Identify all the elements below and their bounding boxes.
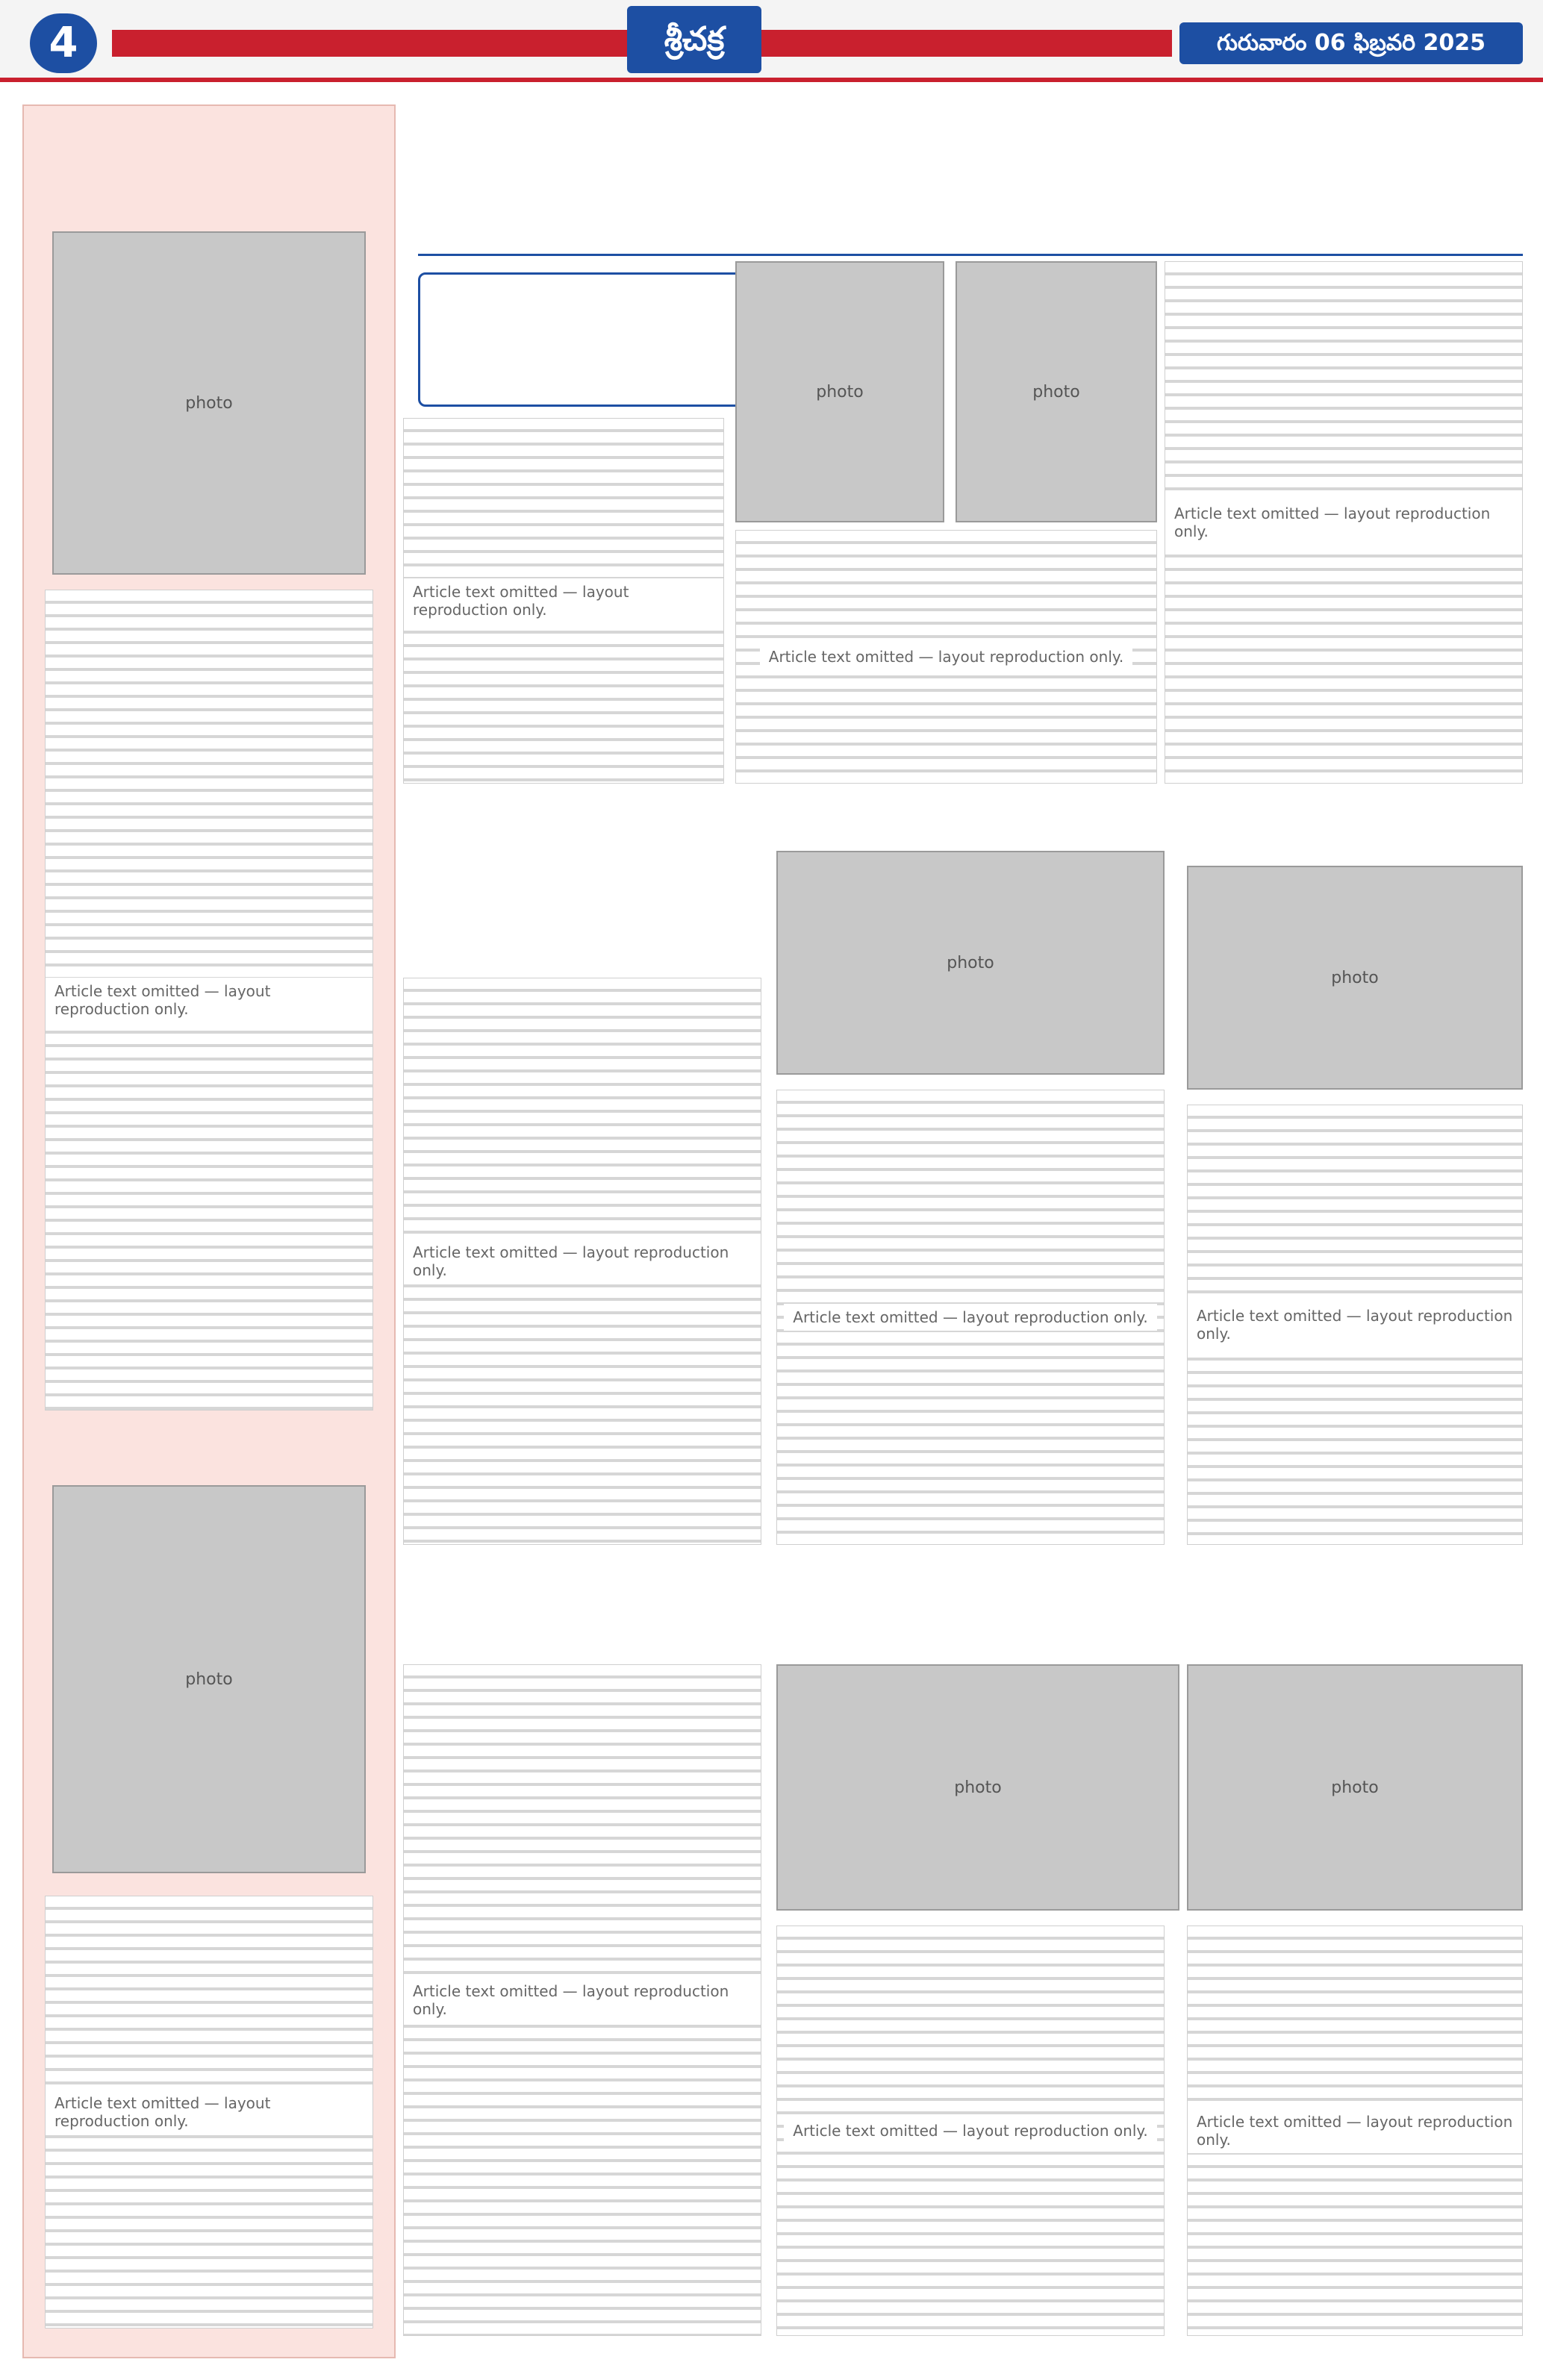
lead-article-col-2: Article text omitted — layout reproduction only.	[735, 530, 1157, 784]
lead-article-col-1: Article text omitted — layout reproduction only.	[403, 418, 724, 784]
newspaper-logo: శ్రీచక్ర	[627, 6, 761, 73]
issue-date: గురువారం 06 ఫిబ్రవరి 2025	[1179, 22, 1523, 64]
collector-review-photo: photo	[776, 1664, 1179, 1911]
hospital-launch-photo: photo	[776, 851, 1165, 1075]
deworming-article-col-2: Article text omitted — layout reproduction only.	[776, 1925, 1165, 2336]
inspection-article-body: Article text omitted — layout reproduction only.	[1187, 1105, 1523, 1545]
hospital-article-col-2: Article text omitted — layout reproduction only.	[776, 1090, 1165, 1545]
deworming-article-col-1: Article text omitted — layout reproduction only.	[403, 1664, 761, 2336]
police-inspection-photo: photo	[1187, 866, 1523, 1090]
left-article-body-2: Article text omitted — layout reproduction only.	[45, 1896, 373, 2329]
lead-rule	[418, 254, 1523, 256]
page-number: 4	[30, 13, 97, 73]
collector-speaking-photo: photo	[1187, 1664, 1523, 1911]
left-article-body: Article text omitted — layout reproduction only.	[45, 590, 373, 1411]
bicycle-portrait-photo: photo	[735, 261, 944, 522]
bus-inauguration-photo: photo	[52, 231, 366, 575]
lead-article-col-3: Article text omitted — layout reproduction only.	[1165, 261, 1523, 784]
deworming-article-col-3: Article text omitted — layout reproduction only.	[1187, 1925, 1523, 2336]
hospital-article-col-1: Article text omitted — layout reproduction only.	[403, 978, 761, 1545]
leader-portrait-photo: photo	[956, 261, 1157, 522]
collector-meeting-photo: photo	[52, 1485, 366, 1873]
